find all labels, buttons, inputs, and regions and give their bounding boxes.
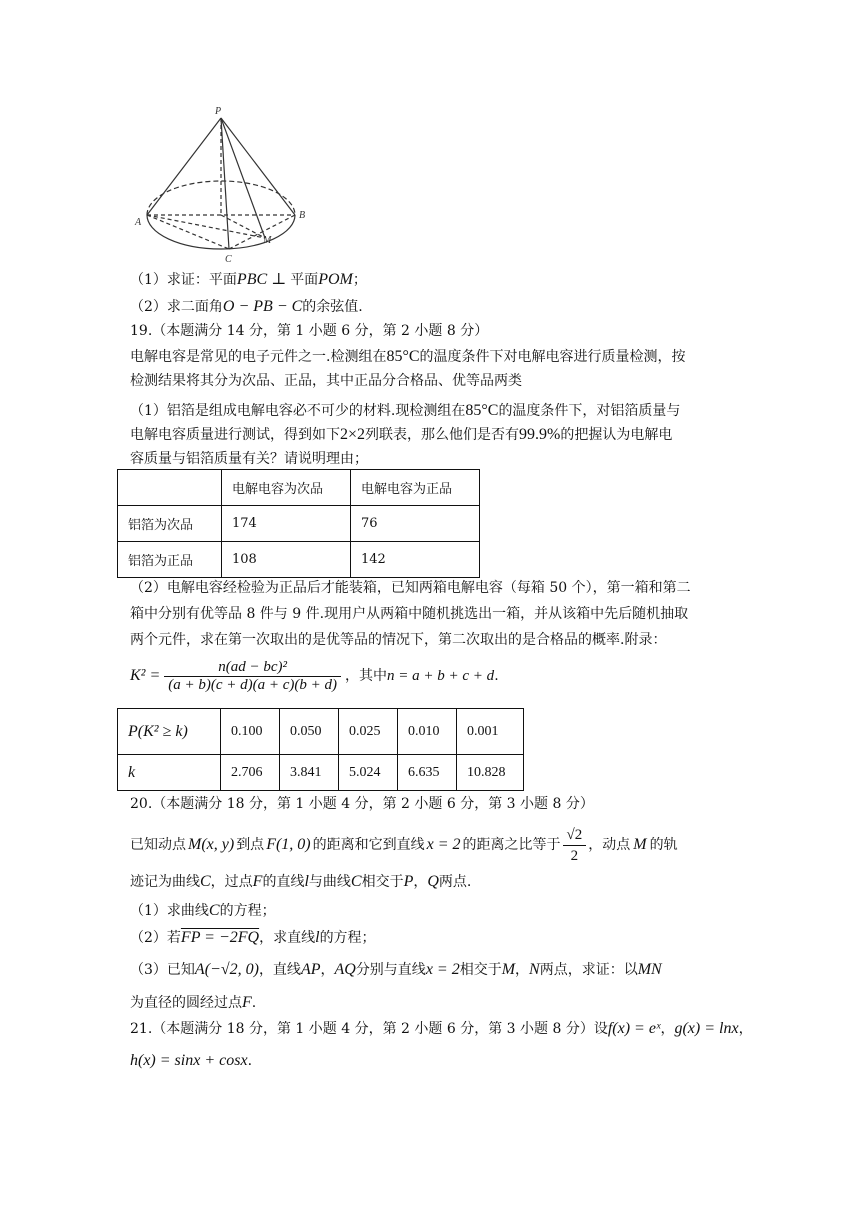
q19-p1-line3: 容质量与铝箔质量有关？请说明理由；	[130, 451, 368, 467]
q20-header: 20.（本题满分 18 分，第 1 小题 4 分，第 2 小题 6 分，第 3 小题 8 分）	[130, 796, 594, 812]
q19-p1-line1: （1）铝箔是组成电解电容必不可少的材料.现检测组在85°C的温度条件下，对铝箔质量与	[130, 402, 681, 419]
q18-part1: （1）求证：平面PBC ⊥ 平面POM；	[130, 271, 367, 288]
q19-intro-line2: 检测结果将其分为次品、正品，其中正品分合格品、优等品两类	[130, 373, 522, 389]
table-row-label: 铝箔为次品	[118, 506, 222, 542]
q20-q3: （3）已知A(−√2, 0)，直线AP，AQ分别与直线x = 2相交于M，N两点，求证：以MN	[130, 961, 662, 978]
label-M: M	[263, 235, 272, 246]
table-cell: 142	[351, 542, 480, 578]
k2-formula: K² = $\frac{\text{n(ad − bc)²}}{(a + b)(c + d)(a + c)(b + d)}$ ，其中 n = a + b + c + d .	[130, 658, 499, 693]
segment-AM	[147, 215, 265, 238]
q19-intro-line1: 电解电容是常见的电子元件之一.检测组在85°C的温度条件下对电解电容进行质量检测，按	[130, 348, 686, 365]
ratio-fraction: $\frac{√2}{2}$	[563, 825, 587, 866]
k-table-cell: 0.025	[339, 709, 398, 755]
cone-figure	[125, 100, 315, 270]
q20-q1: （1）求曲线C的方程；	[130, 902, 276, 919]
k-table-row-label: k	[118, 755, 221, 791]
formula-numerator: n(ad − bc)²	[164, 659, 341, 677]
q21-header: 21.（本题满分 18 分，第 1 小题 4 分，第 2 小题 6 分，第 3 小题 8 分）设f(x) = eˣ，g(x) = lnx，	[130, 1020, 753, 1037]
k-table-cell: 3.841	[280, 755, 339, 791]
contingency-table	[117, 469, 480, 578]
table-header-cell	[118, 470, 222, 506]
table-cell: 174	[222, 506, 351, 542]
q20-line1: 已知动点 M(x, y) 到点 F(1, 0) 的距离和它到直线 x = 2 的距离之比等于 $\frac{√2}{2}$ ，动点 M 的轨	[130, 826, 678, 864]
formula-denominator: (a + b)(c + d)(a + c)(b + d)	[168, 676, 338, 693]
k-table-cell: 6.635	[398, 755, 457, 791]
k-table-cell: 0.050	[280, 709, 339, 755]
q19-p2-line1: （2）电解电容经检验为正品后才能装箱，已知两箱电解电容（每箱 50 个），第一箱和第二	[130, 580, 691, 596]
k-critical-table	[117, 708, 524, 791]
edge-PA	[147, 118, 221, 215]
label-B: B	[299, 210, 306, 221]
q20-line2: 迹记为曲线C，过点F的直线l与曲线C相交于P，Q两点.	[130, 873, 472, 890]
label-C: C	[225, 254, 232, 265]
k-table-cell: 0.001	[457, 709, 524, 755]
k-table-cell: 0.010	[398, 709, 457, 755]
formula-lhs: K² =	[130, 667, 161, 684]
q19-p2-line2: 箱中分别有优等品 8 件与 9 件.现用户从两箱中随机挑选出一箱，并从该箱中先后随机抽取	[130, 606, 689, 622]
q18-part2: （2）求二面角O − PB − C的余弦值.	[130, 298, 363, 315]
table-cell: 76	[351, 506, 480, 542]
q21-h-def: h(x) = sinx + cosx.	[130, 1052, 253, 1069]
label-A: A	[135, 217, 142, 228]
edge-PB	[221, 118, 295, 215]
table-header-cell: 电解电容为正品	[351, 470, 480, 506]
label-P: P	[215, 106, 222, 117]
q20-q3-cont: 为直径的圆经过点F.	[130, 994, 257, 1011]
formula-n-def: n = a + b + c + d	[387, 667, 495, 684]
formula-fraction	[164, 659, 341, 694]
q19-p1-line2: 电解电容质量进行测试，得到如下2×2列联表，那么他们是否有99.9%的把握认为电解电	[130, 426, 673, 443]
k-table-cell: 5.024	[339, 755, 398, 791]
table-header-cell: 电解电容为次品	[222, 470, 351, 506]
q20-q2: （2）若FP = −2FQ，求直线l的方程；	[130, 929, 376, 946]
q19-p2-line3: 两个元件，求在第一次取出的是优等品的情况下，第二次取出的是合格品的概率.附录：	[130, 632, 667, 648]
q19-header: 19.（本题满分 14 分，第 1 小题 6 分，第 2 小题 8 分）	[130, 323, 489, 339]
k-table-cell: 10.828	[457, 755, 524, 791]
table-cell: 108	[222, 542, 351, 578]
table-row-label: 铝箔为正品	[118, 542, 222, 578]
k-table-cell: 0.100	[221, 709, 280, 755]
k-table-cell: 2.706	[221, 755, 280, 791]
formula-where: ，其中	[345, 668, 388, 684]
chord-AC	[147, 215, 229, 249]
cone-base-front-arc	[147, 215, 295, 249]
k-table-row-label: P(K² ≥ k)	[118, 709, 221, 755]
